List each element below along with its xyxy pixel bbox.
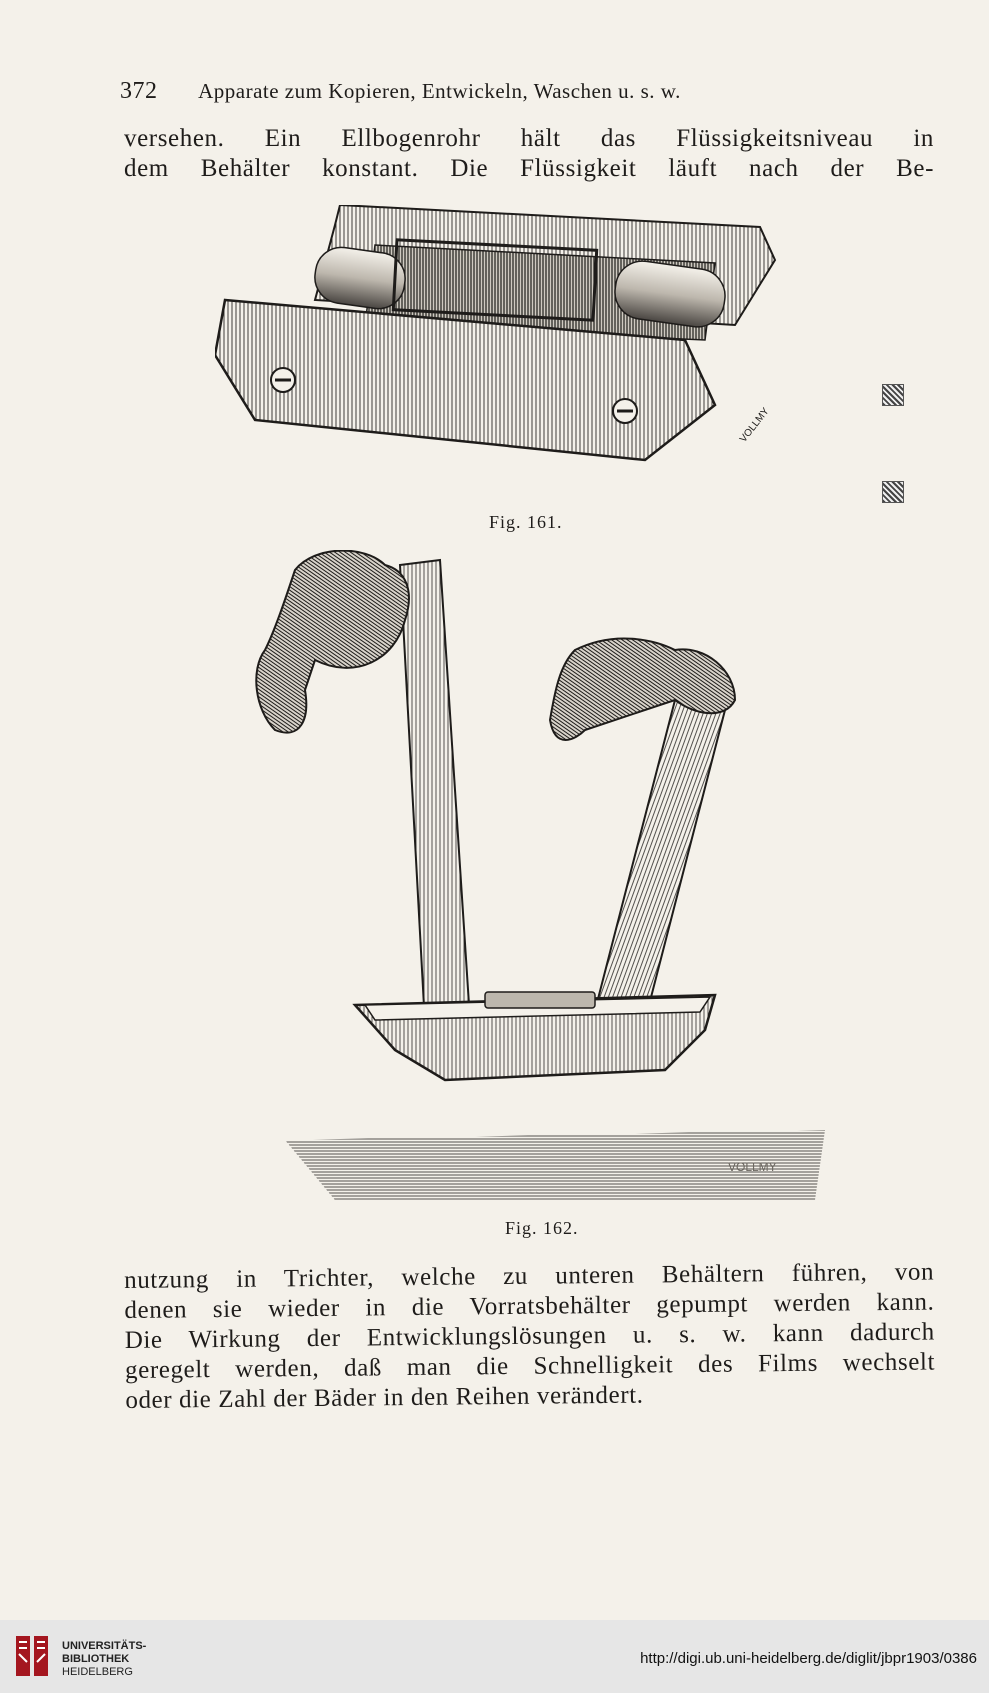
- bottom-paragraph: [124, 1258, 936, 1416]
- university-library-logo-icon: [10, 1632, 54, 1682]
- text-line: versehen. Ein Ellbogenrohr hält das Flüssigkeitsniveau in: [124, 125, 934, 152]
- figure-161-caption: Fig. 161.: [489, 512, 563, 532]
- page-number: 372: [120, 78, 158, 104]
- figure-162-signature: VOLLMY: [728, 1160, 777, 1174]
- running-header: [120, 78, 681, 105]
- digitization-footer: [0, 1620, 989, 1693]
- text-line: nutzung in Trichter, welche zu unteren Behältern führen, von: [124, 1258, 935, 1294]
- library-name-line: UNIVERSITÄTS-: [62, 1640, 147, 1652]
- figure-161-roller-frame: [215, 205, 835, 505]
- text-line: dem Behälter konstant. Die Flüssigkeit läuft nach der Be-: [124, 155, 934, 182]
- library-name-line: BIBLIOTHEK: [62, 1653, 130, 1665]
- top-paragraph: [124, 124, 934, 184]
- library-name-line: HEIDELBERG: [62, 1666, 133, 1678]
- figure-161-signature: VOLLMY: [738, 406, 772, 445]
- text-line: denen sie wieder in die Vorratsbehälter gepumpt werden kann.: [124, 1288, 935, 1324]
- running-title: Apparate zum Kopieren, Entwickeln, Waschen u. s. w.: [198, 79, 681, 103]
- text-line: Die Wirkung der Entwicklungslösungen u. s. w. kann dadurch: [124, 1318, 935, 1354]
- text-line: geregelt werden, daß man die Schnelligkeit des Films wechselt: [124, 1348, 936, 1384]
- margin-mark: [882, 384, 904, 406]
- library-name: [62, 1640, 146, 1679]
- margin-mark: [882, 481, 904, 503]
- figure-162-caption: Fig. 162.: [505, 1218, 579, 1238]
- source-url-link[interactable]: http://digi.ub.uni-heidelberg.de/diglit/jbpr1903/0386: [640, 1650, 977, 1667]
- figure-162-film-tray: [255, 550, 835, 1210]
- text-line: oder die Zahl der Bäder in den Reihen verändert.: [125, 1381, 644, 1414]
